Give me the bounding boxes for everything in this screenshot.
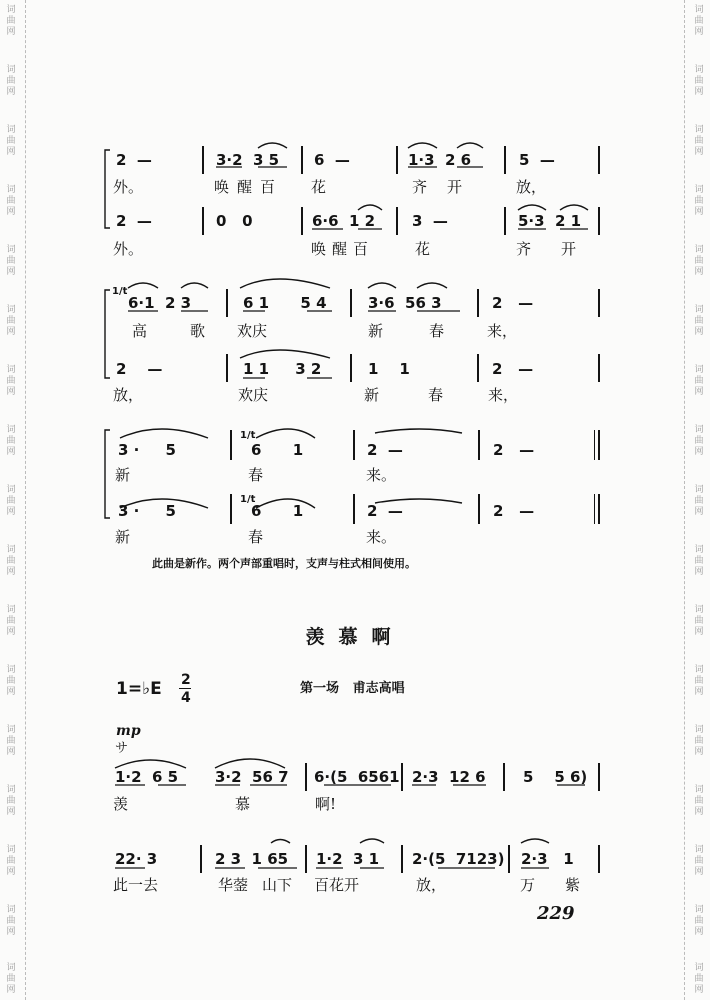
barline [396, 207, 398, 235]
barline [230, 494, 232, 524]
s3-bot-lyric: 来。 [366, 528, 397, 546]
s3-bot-m4: 2 — [493, 502, 535, 520]
fermata-mark: サ [115, 741, 129, 756]
barline [504, 207, 506, 235]
barline [598, 289, 600, 317]
watermark-right: 词 曲 网 [694, 785, 704, 817]
watermark-right: 词 曲 网 [694, 425, 704, 457]
watermark-left: 词 曲 网 [6, 905, 16, 937]
barline [594, 494, 595, 524]
barline [226, 354, 228, 382]
s1-top-m2: 3·2 3 5 [216, 151, 280, 169]
s2-top-lyric: 春 [429, 322, 445, 340]
s2-mark: 1/t [112, 286, 128, 297]
watermark-right: 词 曲 网 [694, 125, 704, 157]
s3-bot-m3: 2 — [367, 502, 403, 520]
s1-top-lyric: 外。 [113, 178, 144, 196]
s3-top-m3: 2 — [367, 441, 403, 459]
watermark-right: 词 曲 网 [694, 365, 704, 397]
s1-top-lyric: 放， [516, 178, 547, 196]
barline [598, 845, 600, 873]
watermark-left: 词 曲 网 [6, 963, 16, 995]
line2-lyric: 万 [520, 876, 536, 894]
barline [350, 289, 352, 317]
s2-bot-lyric: 欢庆 [238, 386, 269, 404]
barline [353, 494, 355, 524]
line2-m4: 2·(5 7123) [412, 850, 505, 868]
line2-m1: 22· 3 [115, 850, 158, 868]
s3-bot-m2: 6 1 [251, 502, 304, 520]
watermark-left: 词 曲 网 [6, 185, 16, 217]
line1-m4: 2·3 12 6 [412, 768, 486, 786]
s2-bot-lyric: 新 [364, 386, 380, 404]
s1-bot-lyric: 齐 [516, 240, 532, 258]
barline [598, 430, 600, 460]
watermark-left: 词 曲 网 [6, 305, 16, 337]
s2-top-m4: 2 — [492, 294, 534, 312]
watermark-left: 词 曲 网 [6, 785, 16, 817]
barline [202, 146, 204, 174]
barline [350, 354, 352, 382]
barline [301, 207, 303, 235]
s3-top-lyric: 来。 [366, 466, 397, 484]
s3-top-lyric: 春 [248, 466, 264, 484]
barline [478, 494, 480, 524]
s1-bot-lyric: 外。 [113, 240, 144, 258]
barline [598, 763, 600, 791]
barline [598, 494, 600, 524]
s1-top-m5: 5 — [519, 151, 555, 169]
line1-m2: 3·2 56 7 [215, 768, 289, 786]
line2-lyric: 此一去 [113, 876, 159, 894]
s2-top-lyric: 新 [368, 322, 384, 340]
s2-top-lyric: 来， [487, 322, 518, 340]
line2-m3: 1·2 3 1 [316, 850, 380, 868]
watermark-left: 词 曲 网 [6, 485, 16, 517]
s1-top-m3: 6 — [314, 151, 350, 169]
s2-top-lyric: 高 [132, 322, 148, 340]
s3-top-lyric: 新 [115, 466, 131, 484]
barline [598, 146, 600, 174]
s1-top-m1: 2 — [116, 151, 152, 169]
s1-bot-lyric: 花 [415, 240, 431, 258]
barline [226, 289, 228, 317]
watermark-left: 词 曲 网 [6, 845, 16, 877]
s1-top-lyric: 唤醒百 [214, 178, 284, 196]
s1-top-lyric: 齐开 [412, 178, 483, 196]
watermark-left: 词 曲 网 [6, 665, 16, 697]
line1-lyric: 羡 [113, 795, 129, 813]
line1-lyric: 啊! [315, 795, 337, 813]
watermark-left: 词 曲 网 [6, 245, 16, 277]
line1-m3: 6·(5 6561 [314, 768, 400, 786]
barline [504, 146, 506, 174]
s2-bot-lyric: 春 [428, 386, 444, 404]
page-number: 229 [537, 903, 575, 924]
song-title: 羡慕啊 [305, 626, 405, 648]
watermark-left: 词 曲 网 [6, 545, 16, 577]
barline [301, 146, 303, 174]
watermark-right: 词 曲 网 [694, 245, 704, 277]
watermark-left: 词 曲 网 [6, 725, 16, 757]
watermark-right: 词 曲 网 [694, 65, 704, 97]
watermark-right: 词 曲 网 [694, 905, 704, 937]
watermark-left: 词 曲 网 [6, 425, 16, 457]
line2-m5: 2·3 1 [521, 850, 574, 868]
barline [230, 430, 232, 460]
scene-note: 第一场 甫志高唱 [300, 681, 405, 696]
s1-top-lyric: 花 [311, 178, 327, 196]
line1-m1: 1·2 6 5 [115, 768, 179, 786]
s1-bot-lyric: 开 [561, 240, 577, 258]
dynamic-mark: mp [116, 723, 141, 739]
s1-bot-m2: 0 0 [216, 212, 253, 230]
barline [305, 763, 307, 791]
watermark-right: 词 曲 网 [694, 305, 704, 337]
s3-bot-mark: 1/t [240, 494, 256, 505]
s2-top-lyric: 歌 [190, 322, 206, 340]
s3-bot-m1: 3 · 5 [118, 502, 176, 520]
key-signature: 1=♭E [116, 679, 162, 699]
s3-top-m2: 6 1 [251, 441, 304, 459]
barline [202, 207, 204, 235]
watermark-right: 词 曲 网 [694, 485, 704, 517]
s3-top-m4: 2 — [493, 441, 535, 459]
s2-bot-m1: 2 — [116, 360, 163, 378]
s2-bot-lyric: 放， [113, 386, 144, 404]
barline [598, 207, 600, 235]
s2-bot-m4: 2 — [492, 360, 534, 378]
s3-bot-lyric: 春 [248, 528, 264, 546]
time-signature-bottom: 4 [181, 690, 191, 706]
barline [478, 430, 480, 460]
barline [508, 845, 510, 873]
barline [477, 289, 479, 317]
s1-bot-m3: 6·6 1 2 [312, 212, 376, 230]
time-signature-top: 2 [181, 672, 191, 688]
line2-lyric: 百花开 [314, 876, 360, 894]
barline [353, 430, 355, 460]
s2-bot-m3: 1 1 [368, 360, 410, 378]
s2-top-lyric: 欢庆 [237, 322, 268, 340]
s2-bot-lyric: 来， [488, 386, 519, 404]
s3-bot-lyric: 新 [115, 528, 131, 546]
barline [503, 763, 505, 791]
watermark-left: 词 曲 网 [6, 65, 16, 97]
s1-top-m4: 1·3 2 6 [408, 151, 472, 169]
watermark-right: 词 曲 网 [694, 665, 704, 697]
watermark-right: 词 曲 网 [694, 545, 704, 577]
barline [305, 845, 307, 873]
s3-top-mark: 1/t [240, 430, 256, 441]
s1-bot-m5: 5·3 2 1 [518, 212, 582, 230]
watermark-right: 词 曲 网 [694, 605, 704, 637]
s3-top-m1: 3 · 5 [118, 441, 176, 459]
watermark-right: 词 曲 网 [694, 725, 704, 757]
barline [396, 146, 398, 174]
line2-lyric: 紫 [565, 876, 581, 894]
s2-top-m2: 6 1 5 4 [243, 294, 327, 312]
s2-top-m1: 6·1 2 3 [128, 294, 192, 312]
barline [401, 763, 403, 791]
s1-bot-lyric: 唤醒百 [311, 240, 375, 258]
watermark-right: 词 曲 网 [694, 845, 704, 877]
line2-lyric: 放， [416, 876, 447, 894]
barline [200, 845, 202, 873]
s1-bot-m4: 3 — [412, 212, 448, 230]
watermark-left: 词 曲 网 [6, 605, 16, 637]
s2-bot-m2: 1 1 3 2 [243, 360, 322, 378]
watermark-left: 词 曲 网 [6, 365, 16, 397]
time-signature-divider [179, 688, 191, 689]
line2-m2: 2 3 1 65 [215, 850, 289, 868]
s1-bot-m1: 2 — [116, 212, 152, 230]
barline [401, 845, 403, 873]
footnote: 此曲是新作。两个声部重唱时，支声与柱式相间使用。 [152, 557, 416, 570]
watermark-left: 词 曲 网 [6, 125, 16, 157]
barline [477, 354, 479, 382]
watermark-left: 词 曲 网 [6, 5, 16, 37]
line2-lyric: 华蓥 [218, 876, 249, 894]
line1-m5: 5 5 6) [523, 768, 588, 786]
watermark-right: 词 曲 网 [694, 963, 704, 995]
barline [598, 354, 600, 382]
line2-lyric: 山下 [262, 876, 293, 894]
watermark-right: 词 曲 网 [694, 5, 704, 37]
barline [594, 430, 595, 460]
line1-lyric: 慕 [235, 795, 251, 813]
watermark-right: 词 曲 网 [694, 185, 704, 217]
s2-top-m3: 3·6 56 3 [368, 294, 442, 312]
